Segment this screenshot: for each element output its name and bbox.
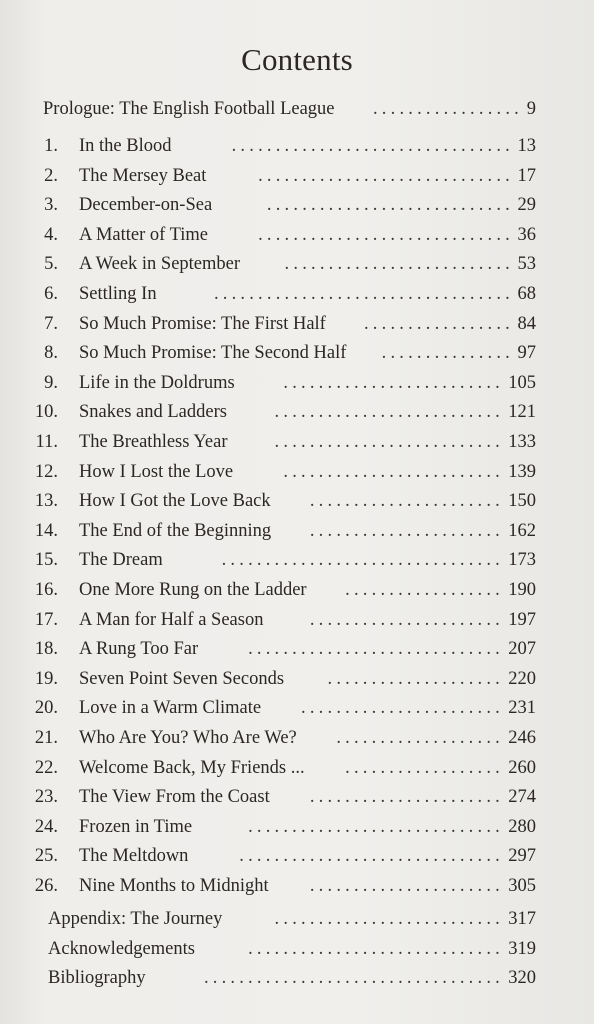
chapter-title: The Breathless Year xyxy=(79,432,228,452)
chapter-number: 19. xyxy=(34,668,58,689)
chapter-number: 26. xyxy=(34,876,58,896)
chapter-title: A Man for Half a Season xyxy=(79,609,264,630)
leader-dots: ............... xyxy=(381,343,514,364)
page-number: 139 xyxy=(508,461,536,482)
chapter-title: A Matter of Time xyxy=(79,224,208,245)
page-number: 305 xyxy=(508,876,536,896)
toc-entry xyxy=(0,813,594,841)
chapter-title: Settling In xyxy=(79,284,157,304)
page-number: 173 xyxy=(508,550,536,571)
leader-dots: .................................. xyxy=(203,968,504,989)
page-number: 17 xyxy=(517,165,536,186)
chapter-number: 7. xyxy=(44,313,58,334)
page-number: 319 xyxy=(508,938,536,959)
chapter-title: In the Blood xyxy=(79,136,172,156)
leader-dots: ...................... xyxy=(309,520,504,541)
leader-dots: ...................... xyxy=(309,787,504,808)
toc-entry xyxy=(0,458,594,486)
page-number: 29 xyxy=(517,195,536,216)
page-number: 231 xyxy=(508,698,536,719)
chapter-title: Frozen in Time xyxy=(79,816,193,837)
page-number: 97 xyxy=(517,343,536,364)
toc-entry xyxy=(0,783,594,811)
leader-dots: .................................. xyxy=(213,284,514,304)
page-number: 320 xyxy=(508,968,536,989)
chapter-number: 16. xyxy=(34,580,58,600)
chapter-title: The Meltdown xyxy=(79,846,189,867)
chapter-number: 13. xyxy=(34,491,58,512)
toc-entry xyxy=(0,606,594,634)
leader-dots: ............................. xyxy=(248,639,504,660)
page-number: 274 xyxy=(508,787,536,808)
page-number: 220 xyxy=(508,668,536,689)
toc-entry xyxy=(0,665,594,693)
chapter-title: A Week in September xyxy=(79,254,241,275)
page-number: 297 xyxy=(508,846,536,867)
chapter-title: Acknowledgements xyxy=(48,938,195,959)
chapter-number: 1. xyxy=(44,136,58,156)
page-number: 9 xyxy=(526,99,536,119)
page-number: 121 xyxy=(508,402,536,423)
chapter-title: Nine Months to Midnight xyxy=(79,876,269,896)
chapter-number: 3. xyxy=(44,195,58,216)
chapter-number: 17. xyxy=(34,609,58,630)
chapter-title: Snakes and Ladders xyxy=(79,402,227,423)
toc-entry xyxy=(0,191,594,219)
leader-dots: ............................. xyxy=(248,816,504,837)
toc-entry xyxy=(0,754,594,782)
leader-dots: ................... xyxy=(336,728,504,748)
chapter-title: A Rung Too Far xyxy=(79,639,199,660)
chapter-title: Who Are You? Who Are We? xyxy=(79,728,297,748)
toc-entry xyxy=(0,132,594,160)
toc-entry xyxy=(0,724,594,752)
leader-dots: .................... xyxy=(327,668,504,689)
page-number: 84 xyxy=(517,313,536,334)
chapter-title: How I Got the Love Back xyxy=(79,491,271,512)
chapter-title: Welcome Back, My Friends ... xyxy=(79,757,305,778)
toc-entry xyxy=(0,935,594,963)
toc-entry xyxy=(0,339,594,367)
leader-dots: ...................... xyxy=(309,609,504,630)
leader-dots: ................................ xyxy=(231,136,514,156)
chapter-number: 2. xyxy=(44,165,58,186)
toc-entry xyxy=(0,487,594,515)
page-number: 36 xyxy=(517,224,536,245)
toc-entry xyxy=(0,369,594,397)
leader-dots: ................. xyxy=(372,99,523,119)
chapter-number: 22. xyxy=(34,757,58,778)
page-number: 150 xyxy=(508,491,536,512)
chapter-title: Love in a Warm Climate xyxy=(79,698,262,719)
page-number: 190 xyxy=(508,580,536,600)
chapter-title: Bibliography xyxy=(48,968,146,989)
leader-dots: ......................... xyxy=(283,461,504,482)
toc-entry xyxy=(0,250,594,278)
chapter-title: Appendix: The Journey xyxy=(48,909,223,929)
chapter-title: So Much Promise: The First Half xyxy=(79,313,326,334)
toc-entry xyxy=(0,905,594,933)
page-number: 246 xyxy=(508,728,536,748)
chapter-number: 10. xyxy=(34,402,58,423)
page-number: 133 xyxy=(508,432,536,452)
chapter-title: Seven Point Seven Seconds xyxy=(79,668,285,689)
toc-entry xyxy=(0,872,594,900)
chapter-number: 9. xyxy=(44,372,58,393)
leader-dots: ......................... xyxy=(283,372,504,393)
leader-dots: ............................. xyxy=(258,165,514,186)
leader-dots: .................. xyxy=(345,580,504,600)
chapter-number: 15. xyxy=(34,550,58,571)
toc-entry xyxy=(0,95,594,123)
leader-dots: ....................... xyxy=(301,698,504,719)
toc-entry xyxy=(0,162,594,190)
toc-entry xyxy=(0,964,594,992)
toc-entry xyxy=(0,221,594,249)
page-number: 280 xyxy=(508,816,536,837)
leader-dots: ...................... xyxy=(309,876,504,896)
toc-entry xyxy=(0,517,594,545)
chapter-title: The View From the Coast xyxy=(79,787,270,808)
leader-dots: ............................. xyxy=(258,224,514,245)
chapter-number: 24. xyxy=(34,816,58,837)
toc-entry xyxy=(0,694,594,722)
page-number: 105 xyxy=(508,372,536,393)
chapter-title: So Much Promise: The Second Half xyxy=(79,343,347,364)
leader-dots: .............................. xyxy=(239,846,504,867)
chapter-title: Prologue: The English Football League xyxy=(43,99,335,119)
chapter-number: 4. xyxy=(44,224,58,245)
leader-dots: ............................. xyxy=(248,938,504,959)
page-number: 260 xyxy=(508,757,536,778)
leader-dots: .................. xyxy=(345,757,504,778)
chapter-number: 23. xyxy=(34,787,58,808)
toc-entry xyxy=(0,398,594,426)
chapter-number: 8. xyxy=(44,343,58,364)
chapter-title: One More Rung on the Ladder xyxy=(79,580,307,600)
chapter-title: The Mersey Beat xyxy=(79,165,207,186)
leader-dots: ............................ xyxy=(266,195,514,216)
chapter-title: December-on-Sea xyxy=(79,195,213,216)
leader-dots: ...................... xyxy=(309,491,504,512)
page-number: 13 xyxy=(517,136,536,156)
chapter-title: Life in the Doldrums xyxy=(79,372,235,393)
chapter-number: 25. xyxy=(34,846,58,867)
toc-entry xyxy=(0,310,594,338)
chapter-number: 11. xyxy=(35,432,58,452)
page-number: 197 xyxy=(508,609,536,630)
chapter-title: The End of the Beginning xyxy=(79,520,272,541)
toc-entry xyxy=(0,546,594,574)
page-number: 207 xyxy=(508,639,536,660)
toc-entry xyxy=(0,280,594,308)
page-number: 53 xyxy=(517,254,536,275)
chapter-number: 21. xyxy=(34,728,58,748)
chapter-number: 18. xyxy=(34,639,58,660)
leader-dots: ................................ xyxy=(221,550,504,571)
leader-dots: .......................... xyxy=(274,909,504,929)
page-title: Contents xyxy=(241,42,353,77)
chapter-number: 6. xyxy=(44,284,58,304)
chapter-title: How I Lost the Love xyxy=(79,461,234,482)
leader-dots: ................. xyxy=(363,313,514,334)
chapter-number: 5. xyxy=(44,254,58,275)
leader-dots: .......................... xyxy=(274,402,504,423)
leader-dots: .......................... xyxy=(274,432,504,452)
toc-entry xyxy=(0,635,594,663)
leader-dots: .......................... xyxy=(284,254,514,275)
page-number: 162 xyxy=(508,520,536,541)
chapter-number: 20. xyxy=(34,698,58,719)
toc-entry xyxy=(0,576,594,604)
page-number: 68 xyxy=(517,284,536,304)
toc-entry xyxy=(0,842,594,870)
chapter-number: 12. xyxy=(34,461,58,482)
toc-entry xyxy=(0,428,594,456)
chapter-title: The Dream xyxy=(79,550,163,571)
chapter-number: 14. xyxy=(34,520,58,541)
page-number: 317 xyxy=(508,909,536,929)
